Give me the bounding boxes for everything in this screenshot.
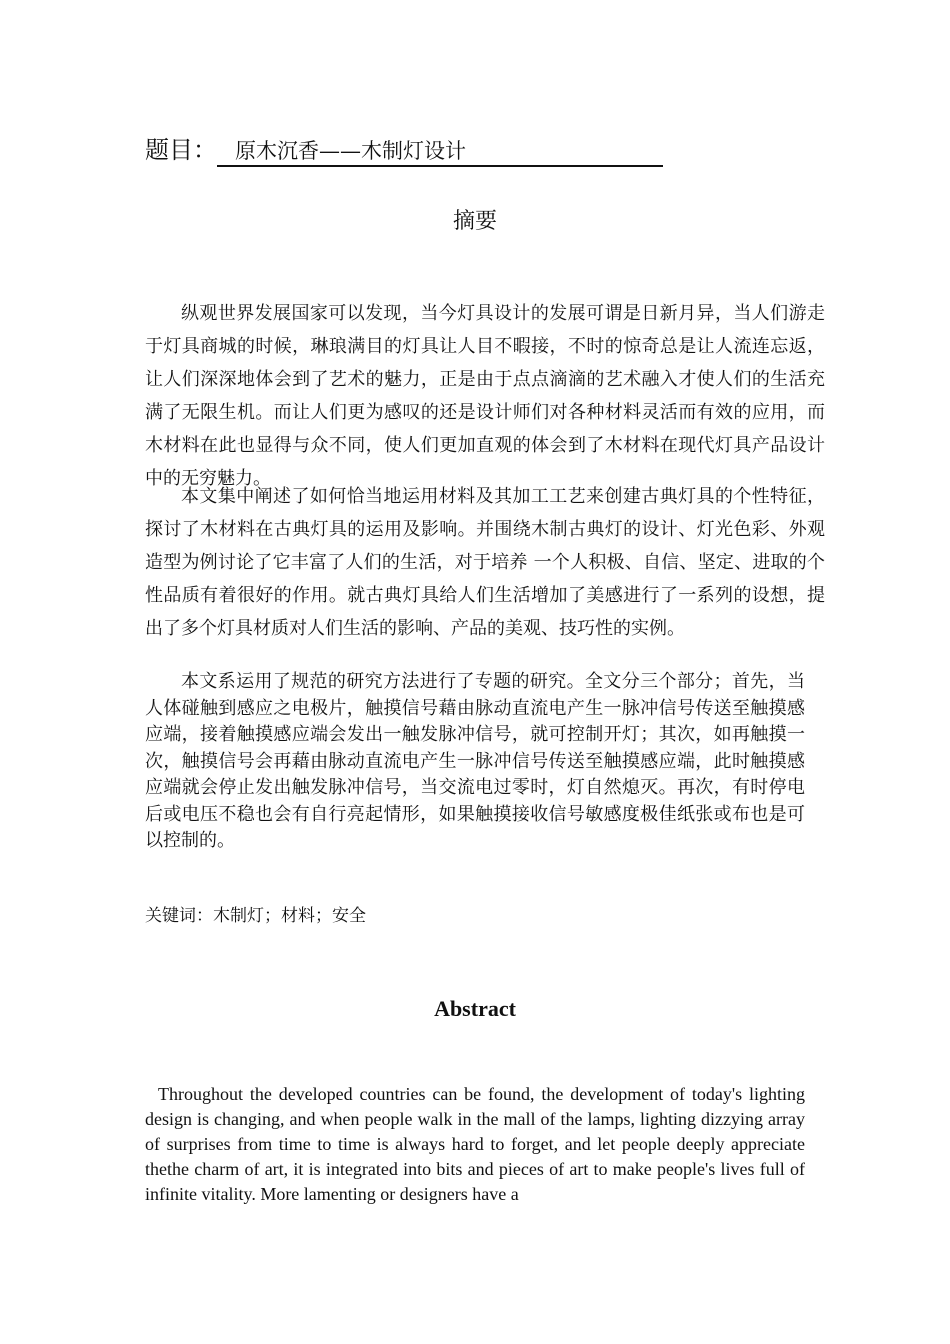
abstract-cn-heading: 摘要	[452, 209, 497, 234]
title-label: 题目：	[145, 136, 217, 164]
abstract-cn-paragraph: 本文集中阐述了如何恰当地运用材料及其加工工艺来创建古典灯具的个性特征，探讨了木材料在古典灯具的运用及影响。并围绕木制古典灯的设计、灯光色彩、外观造型为例讨论了它丰富了人们的生活，对于培养 一个人积极、自信、坚定、进取的个性品质有着很好的作用。就古典灯具给人们生活增加了美感进行了一系列的设想，提出了多个灯具材质对人们生活的影响、产品的美观、技巧性的实例。	[145, 486, 825, 639]
abstract-cn-paragraph: 本文系运用了规范的研究方法进行了专题的研究。全文分三个部分；首先，当人体碰触到感应之电极片，触摸信号藉由脉动直流电产生一脉冲信号传送至触摸感应端，接着触摸感应端会发出一触发脉冲信号，就可控制开灯；其次，如再触摸一次，触摸信号会再藉由脉动直流电产生一脉冲信号传送至触摸感应端，此时触摸感应端就会停止发出触发脉冲信号，当交流电过零时，灯自然熄灭。再次，有时停电后或电压不稳也会有自行亮起情形，如果触摸接收信号敏感度极佳纸张或布也是可以控制的。	[145, 671, 805, 851]
abstract-en-heading: Abstract	[434, 996, 516, 1021]
thesis-title	[145, 134, 663, 167]
abstract-en-paragraph: Throughout the developed countries can be found, the development of today's lighting design is changing, and when people walk in the mall of the lamps, lighting dizzying array of surprises from time to time is always hard to forget, and let people deeply appreciate thethe charm of art, it is integrated into bits and pieces of art to make people's lives full of infinite vitality. More lamenting or designers have a	[145, 1084, 805, 1204]
title-value: 原木沉香——木制灯设计	[217, 137, 663, 167]
abstract-cn-paragraph: 纵观世界发展国家可以发现，当今灯具设计的发展可谓是日新月异，当人们游走于灯具商城的时候，琳琅满目的灯具让人目不暇接，不时的惊奇总是让人流连忘返，让人们深深地体会到了艺术的魅力，正是由于点点滴滴的艺术融入才使人们的生活充满了无限生机。而让人们更为感叹的还是设计师们对各种材料灵活而有效的应用，而木材料在此也显得与众不同，使人们更加直观的体会到了木材料在现代灯具产品设计中的无穷魅力。	[145, 303, 825, 489]
keywords: 关键词：木制灯；材料；安全	[145, 906, 366, 926]
